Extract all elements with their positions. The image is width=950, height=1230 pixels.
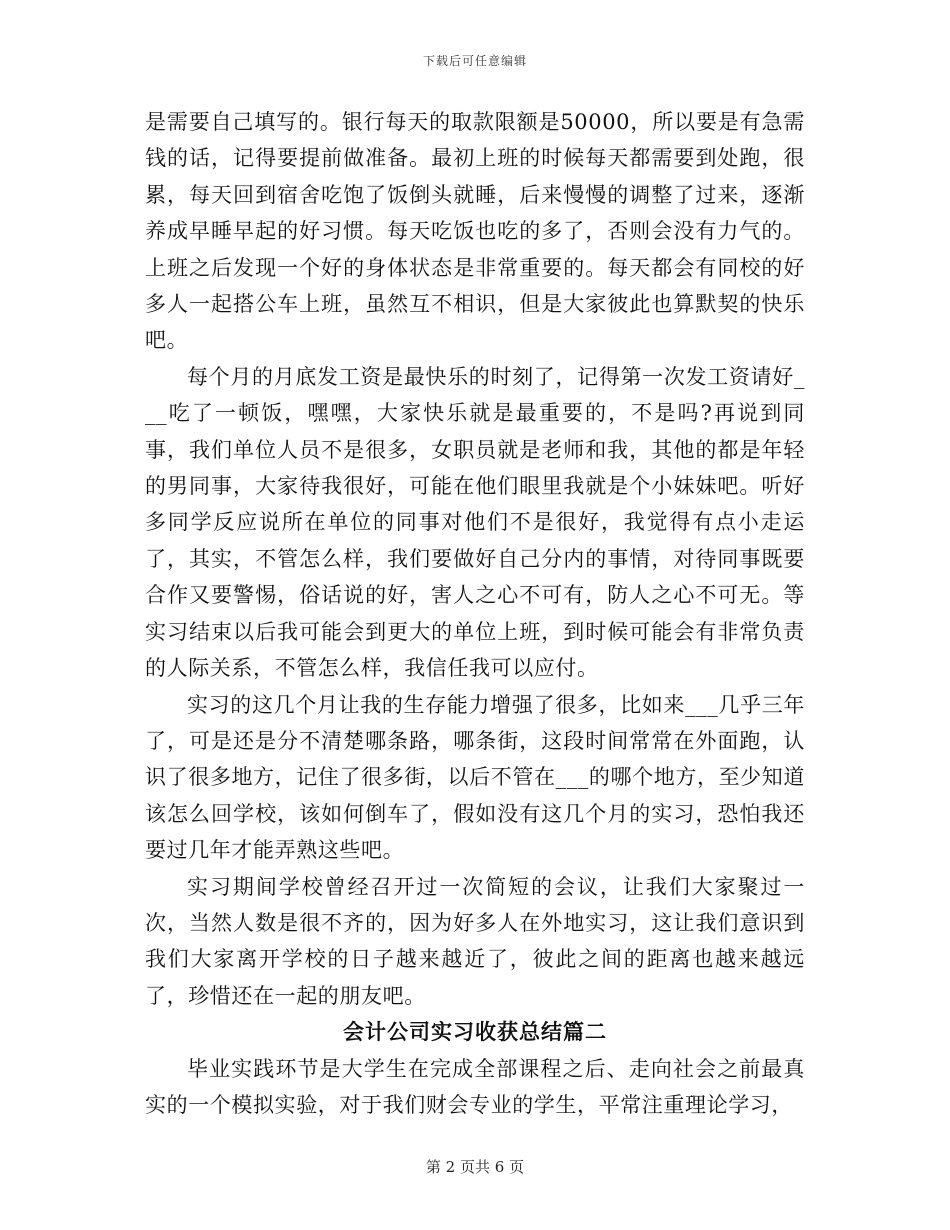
paragraph-4: 实习期间学校曾经召开过一次简短的会议，让我们大家聚过一次，当然人数是很不齐的，因为好多人在外地实习，这让我们意识到我们大家离开学校的日子越来越近了，彼此之间的距离也越来越远了，珍惜还在一起的朋友吧。 (145, 874, 805, 1008)
page-number-footer: 第 2 页共 6 页 (425, 1158, 525, 1176)
paragraph-5: 毕业实践环节是大学生在完成全部课程之后、走向社会之前最真实的一个模拟实验，对于我们财会专业的学生，平常注重理论学习， (145, 1056, 805, 1117)
paragraph-1: 是需要自己填写的。银行每天的取款限额是50000，所以要是有急需钱的话，记得要提前做准备。最初上班的时候每天都需要到处跑，很累，每天回到宿舍吃饱了饭倒头就睡，后来慢慢的调整了过来，逐渐养成早睡早起的好习惯。每天吃饭也吃的多了，否则会没有力气的。上班之后发现一个好的身体状态是非常重要的。每天都会有同校的好多人一起搭公车上班，虽然互不相识，但是大家彼此也算默契的快乐吧。 (145, 110, 805, 353)
paragraph-3: 实习的这几个月让我的生存能力增强了很多，比如来___几乎三年了，可是还是分不清楚哪条路，哪条街，这段时间常常在外面跑，认识了很多地方，记住了很多街，以后不管在___的哪个地方，至少知道该怎么回学校，该如何倒车了，假如没有这几个月的实习，恐怕我还要过几年才能弄熟这些吧。 (145, 692, 805, 863)
document-body (145, 104, 805, 1123)
paragraph-2: 每个月的月底发工资是最快乐的时刻了，记得第一次发工资请好___吃了一顿饭，嘿嘿，大家快乐就是最重要的，不是吗?再说到同事，我们单位人员不是很多，女职员就是老师和我，其他的都是年轻的男同事，大家待我很好，可能在他们眼里我就是个小妹妹吧。听好多同学反应说所在单位的同事对他们不是很好，我觉得有点小走运了，其实，不管怎么样，我们要做好自己分内的事情，对待同事既要合作又要警惕，俗话说的好，害人之心不可有，防人之心不可无。等实习结束以后我可能会到更大的单位上班，到时候可能会有非常负责的人际关系，不管怎么样，我信任我可以应付。 (145, 364, 805, 681)
section-heading: 会计公司实习收获总结篇二 (343, 1019, 607, 1045)
page-header-note: 下载后可任意编辑 (422, 54, 527, 68)
